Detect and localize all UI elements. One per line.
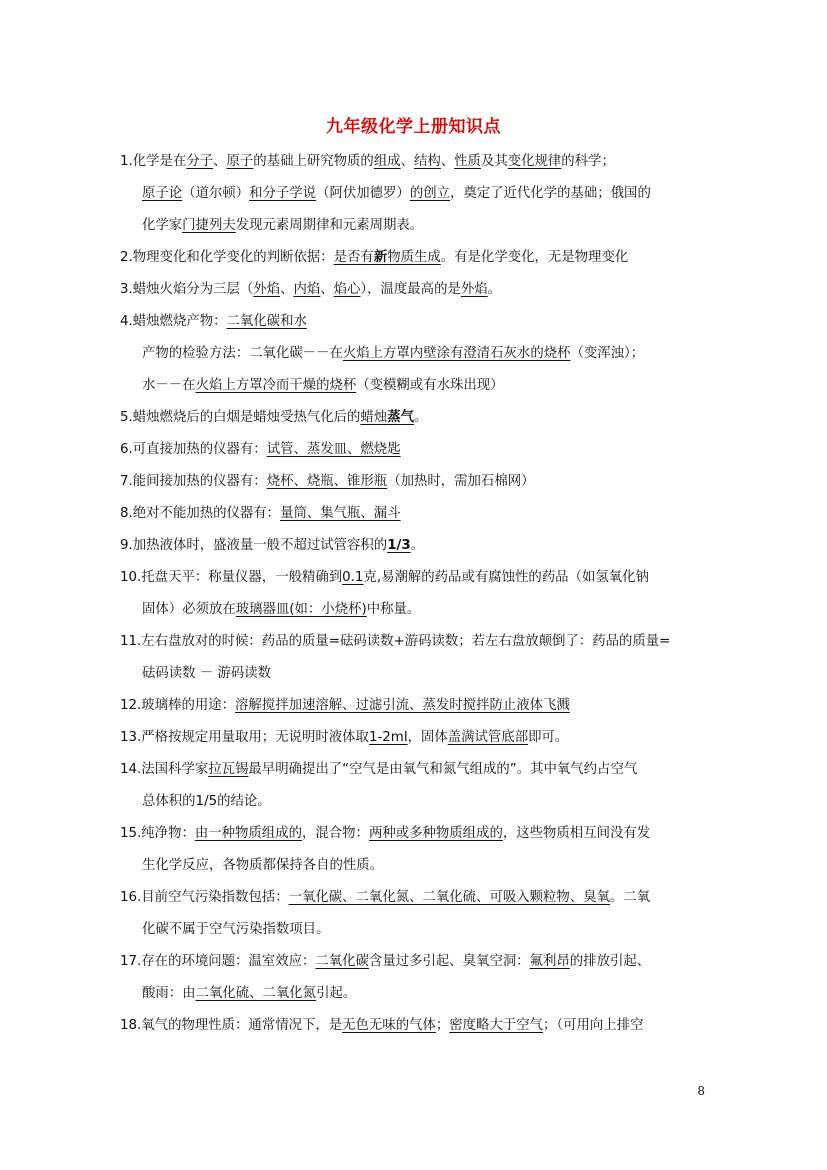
- underlined-term: 外焰: [460, 282, 488, 297]
- text-segment: ；（可用向上排空: [543, 1018, 644, 1033]
- item-continuation-line: [120, 786, 710, 818]
- list-item: [120, 722, 710, 754]
- underlined-term: 的创立: [409, 186, 450, 201]
- text-segment: 8.绝对不能加热的仪器有：: [120, 506, 281, 521]
- underlined-term: 烧杯、烧瓶、锥形瓶: [266, 474, 388, 489]
- underlined-term: 变化规律: [507, 154, 562, 169]
- text-segment: 5.蜡烛燃烧后的白烟是蜡烛受热气化后的: [120, 410, 361, 425]
- underlined-term: 性质: [454, 154, 481, 169]
- text-segment: 18.氧气的物理性质：通常情况下，是: [120, 1018, 343, 1033]
- page-title: 九年级化学上册知识点: [326, 117, 501, 137]
- text-segment: 化学家: [142, 218, 183, 233]
- text-segment: 。: [410, 538, 425, 553]
- list-item: [120, 274, 710, 306]
- underlined-term: 氟利昂: [529, 954, 570, 969]
- item-first-line: [120, 1010, 710, 1042]
- text-segment: 、: [213, 154, 227, 169]
- text-segment: 引起。: [316, 986, 357, 1001]
- underlined-term: 是否有: [333, 250, 374, 265]
- text-segment: 14.法国科学家: [120, 762, 209, 777]
- text-segment: （阿伏加德罗）: [316, 186, 410, 201]
- text-segment: ，混合物：: [301, 826, 369, 841]
- underlined-term: 一氧化碳、二氧化氮、二氧化硫、可吸入颗粒物、臭氧: [288, 890, 610, 905]
- list-item: [120, 402, 710, 434]
- text-segment: 产物的检验方法：二氧化碳－－在: [142, 346, 343, 361]
- text-segment: 的科学；: [561, 154, 615, 169]
- item-first-line: [120, 626, 710, 658]
- list-item: [120, 242, 710, 274]
- item-first-line: [120, 146, 710, 178]
- text-segment: 及其: [480, 154, 508, 169]
- text-segment: 6.可直接加热的仪器有：: [120, 442, 267, 457]
- list-item: [120, 306, 710, 402]
- item-first-line: [120, 434, 710, 466]
- text-segment: 。二氧: [609, 890, 651, 905]
- underlined-term: 密度略大于空气: [449, 1018, 544, 1033]
- underlined-term: 物质生成: [387, 250, 441, 265]
- text-segment: 水－－在: [142, 378, 196, 393]
- item-first-line: [120, 530, 710, 562]
- item-first-line: [120, 498, 710, 530]
- text-segment: 即可。: [528, 730, 569, 745]
- underlined-term: 二氧化碳: [315, 954, 369, 969]
- text-segment: 中称量。: [366, 602, 421, 617]
- text-segment: 的基础上研究物质的: [253, 154, 374, 169]
- text-segment: 、: [400, 154, 414, 169]
- underlined-term: 蒸气: [387, 410, 414, 425]
- item-continuation-line: [120, 978, 710, 1010]
- text-segment: 。: [487, 282, 502, 297]
- text-segment: （加热时，需加石棉网）: [387, 474, 535, 489]
- text-segment: 发现元素周期律和元素周期表。: [235, 218, 424, 233]
- underlined-term: 门捷列夫: [182, 218, 236, 233]
- list-item: [120, 626, 710, 690]
- item-first-line: [120, 562, 710, 594]
- underlined-term: 二氧化硫、二氧化氮: [195, 986, 317, 1001]
- text-segment: 。有是化学变化，无是物理变化: [440, 250, 629, 265]
- item-continuation-line: [120, 370, 710, 402]
- underlined-term: 1-2ml: [368, 730, 408, 745]
- underlined-term: 二氧化碳和水: [226, 314, 307, 329]
- underlined-term: 火焰上方罩冷而干燥的烧杯: [195, 378, 357, 393]
- list-item: [120, 946, 710, 1010]
- text-segment: 10.托盘天平：称量仪器，一般精确到: [120, 570, 343, 585]
- underlined-term: 分子: [186, 154, 214, 169]
- list-item: [120, 434, 710, 466]
- text-segment: （道尔顿）: [182, 186, 250, 201]
- text-segment: 。: [413, 410, 428, 425]
- list-item: [120, 562, 710, 626]
- underlined-term: 试管、蒸发皿、燃烧匙: [266, 442, 401, 457]
- text-segment: 7.能间接加热的仪器有：: [120, 474, 267, 489]
- text-segment: 3.蜡烛火焰分为三层（: [120, 282, 254, 297]
- list-item: [120, 690, 710, 722]
- underlined-term: 原子: [226, 154, 254, 169]
- text-segment: ，奠定了近代化学的基础；俄国的: [449, 186, 651, 201]
- item-continuation-line: [120, 178, 710, 210]
- underlined-term: 两种或多种物质组成的: [368, 826, 503, 841]
- list-item: [120, 754, 710, 818]
- underlined-term: 焰心: [333, 282, 361, 297]
- text-segment: 酸雨：由: [142, 986, 196, 1001]
- text-segment: ，固体: [407, 730, 448, 745]
- text-segment: 17.存在的环境问题：温室效应：: [120, 954, 316, 969]
- underlined-term: 外焰: [253, 282, 281, 297]
- underlined-term: 结构: [413, 154, 441, 169]
- text-segment: 12.玻璃棒的用途：: [120, 698, 236, 713]
- text-segment: ），温度最高的是: [360, 282, 461, 297]
- text-segment: 2.物理变化和化学变化的判断依据：: [120, 250, 334, 265]
- item-first-line: [120, 402, 710, 434]
- text-segment: ；: [435, 1018, 450, 1033]
- underlined-term: 无色无味的气体: [342, 1018, 436, 1033]
- text-segment: 含量过多引起、臭氧空洞：: [368, 954, 530, 969]
- underlined-term: 组成: [373, 154, 401, 169]
- underlined-term: 玻璃器皿(如：小烧杯): [235, 602, 367, 617]
- text-segment: 化碳不属于空气污染指数项目。: [142, 922, 330, 937]
- list-item: [120, 818, 710, 882]
- item-first-line: [120, 882, 710, 914]
- underlined-term: 火焰上方罩内壁涂有澄清石灰水的烧杯: [342, 346, 571, 361]
- list-item: [120, 882, 710, 946]
- item-continuation-line: [120, 338, 710, 370]
- underlined-term: 0.1: [342, 570, 364, 585]
- item-first-line: [120, 242, 710, 274]
- text-segment: 9.加热液体时，盛液量一般不超过试管容积的: [120, 538, 388, 553]
- item-first-line: [120, 946, 710, 978]
- page-number: 8: [697, 1084, 705, 1098]
- text-segment: 的排放引起、: [569, 954, 651, 969]
- text-segment: 、: [280, 282, 294, 297]
- item-first-line: [120, 690, 710, 722]
- text-segment: 4.蜡烛燃烧产物：: [120, 314, 227, 329]
- underlined-term: 原子论: [142, 186, 183, 201]
- underlined-term: 由一种物质组成的: [194, 826, 302, 841]
- list-item: [120, 498, 710, 530]
- item-first-line: [120, 754, 710, 786]
- knowledge-list: [120, 146, 710, 1042]
- underlined-term: 拉瓦锡: [208, 762, 249, 777]
- underlined-term: 新: [373, 250, 388, 265]
- list-item: [120, 1010, 710, 1042]
- text-segment: （变模糊或有水珠出现）: [356, 378, 504, 393]
- item-first-line: [120, 818, 710, 850]
- list-item: [120, 530, 710, 562]
- text-segment: 13.严格按规定用量取用；无说明时液体取: [120, 730, 369, 745]
- item-continuation-line: [120, 914, 710, 946]
- text-segment: 16.目前空气污染指数包括：: [120, 890, 289, 905]
- item-continuation-line: [120, 850, 710, 882]
- underlined-term: 和分子学说: [249, 186, 317, 201]
- text-segment: 1.化学是在: [120, 154, 187, 169]
- underlined-term: 1/3: [387, 538, 411, 553]
- item-first-line: [120, 722, 710, 754]
- list-item: [120, 146, 710, 242]
- underlined-term: 溶解搅拌加速溶解、过滤引流、蒸发时搅拌防止液体飞溅: [235, 698, 570, 713]
- underlined-term: 盖满试管底部: [447, 730, 529, 745]
- text-segment: 克,易潮解的药品或有腐蚀性的药品（如氢氧化钠: [363, 570, 649, 585]
- text-segment: 生化学反应，各物质都保持各自的性质。: [142, 858, 384, 873]
- text-segment: 砝码读数 － 游码读数: [142, 666, 272, 681]
- text-segment: 15.纯净物：: [120, 826, 195, 841]
- item-first-line: [120, 274, 710, 306]
- text-segment: （变浑浊）；: [570, 346, 645, 361]
- underlined-term: 内焰: [293, 282, 321, 297]
- item-continuation-line: [120, 594, 710, 626]
- underlined-term: 量筒、集气瓶、漏斗: [280, 506, 401, 521]
- underlined-term: 蜡烛: [360, 410, 388, 425]
- text-segment: 总体积的1/5的结论。: [142, 794, 271, 809]
- list-item: [120, 466, 710, 498]
- text-segment: 固体）必须放在: [142, 602, 236, 617]
- text-segment: 11.左右盘放对的时候：药品的质量=砝码读数+游码读数；若左右盘放颠倒了：药品的质量=: [120, 634, 671, 649]
- text-segment: 最早明确提出了“空气是由氧气和氮气组成的”。其中氧气约占空气: [248, 762, 638, 777]
- item-first-line: [120, 466, 710, 498]
- text-segment: ，这些物质相互间没有发: [502, 826, 651, 841]
- item-first-line: [120, 306, 710, 338]
- item-continuation-line: [120, 210, 710, 242]
- item-continuation-line: [120, 658, 710, 690]
- text-segment: 、: [320, 282, 334, 297]
- text-segment: 、: [440, 154, 455, 169]
